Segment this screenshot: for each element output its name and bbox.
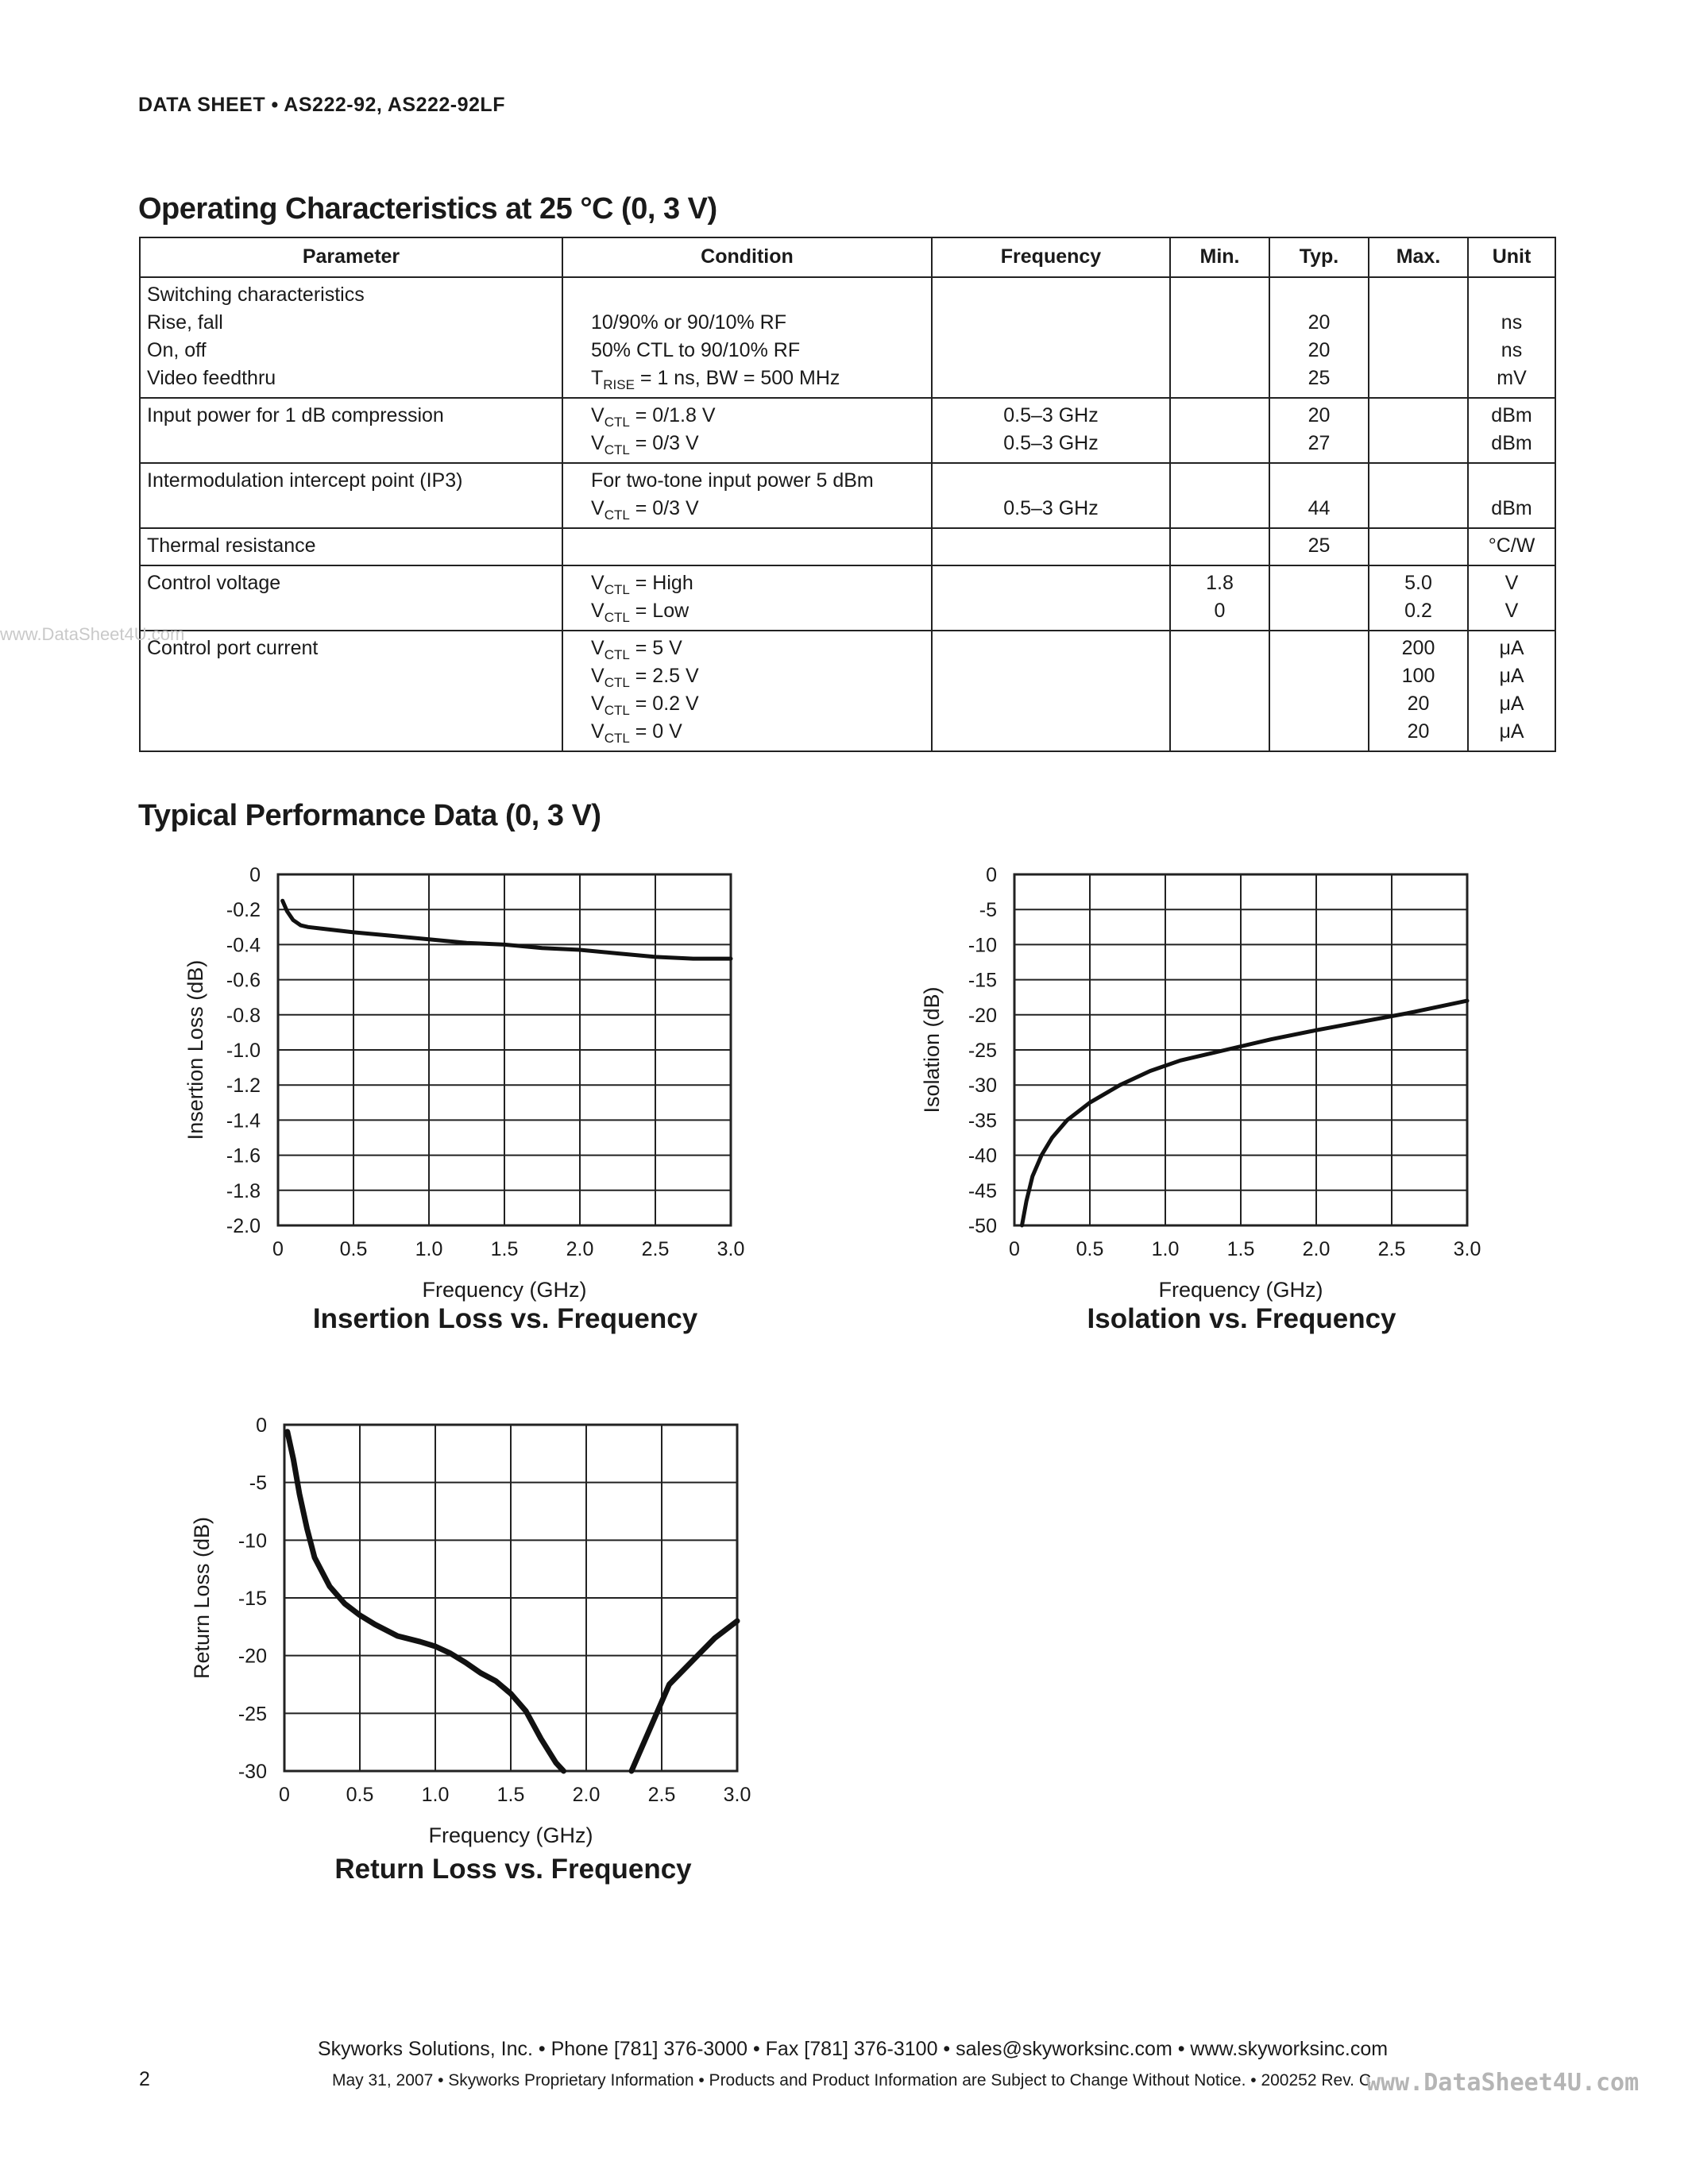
- chart-title: Return Loss vs. Frequency: [334, 1854, 692, 1885]
- page-number: 2: [139, 2068, 150, 2090]
- parameter-label: On, off: [147, 339, 207, 361]
- y-tick-label: -1.2: [226, 1075, 261, 1098]
- x-tick-label: 1.0: [1151, 1238, 1180, 1260]
- isolation-chart: [920, 864, 1481, 1334]
- y-tick-label: -25: [968, 1040, 997, 1062]
- x-tick-label: 0.5: [346, 1784, 374, 1806]
- typ-cell: 44: [1269, 463, 1369, 528]
- column-header: Frequency: [932, 237, 1170, 277]
- y-tick-label: -5: [249, 1472, 267, 1495]
- x-tick-label: 2.0: [572, 1784, 601, 1806]
- y-tick-label: -15: [968, 969, 997, 992]
- column-header: Max.: [1369, 237, 1468, 277]
- unit-cell: V V: [1468, 565, 1555, 631]
- y-tick-label: -35: [968, 1109, 997, 1133]
- x-tick-label: 0.5: [1076, 1238, 1104, 1260]
- chart-title: Insertion Loss vs. Frequency: [312, 1303, 698, 1334]
- unit-cell: μA μA μA μA: [1468, 631, 1555, 751]
- parameter-cell: Input power for 1 dB compression: [140, 398, 562, 463]
- x-tick-label: 3.0: [1453, 1238, 1481, 1260]
- column-header: Parameter: [140, 237, 562, 277]
- parameter-cell: Thermal resistance: [140, 528, 562, 565]
- y-tick-label: -1.0: [226, 1040, 261, 1062]
- y-tick-label: -2.0: [226, 1215, 261, 1237]
- y-axis-label: Insertion Loss (dB): [183, 959, 207, 1140]
- x-axis-label: Frequency (GHz): [422, 1278, 587, 1302]
- unit-cell: dBm: [1468, 463, 1555, 528]
- x-axis-label: Frequency (GHz): [1158, 1278, 1323, 1302]
- footer-contact: Skyworks Solutions, Inc. • Phone [781] 376-3000 • Fax [781] 376-3100 • sales@skyworksinc.com • www.skyworksinc.com: [318, 2038, 1389, 2060]
- x-tick-label: 2.0: [1302, 1238, 1331, 1260]
- condition-cell: For two-tone input power 5 dBm $V_{CTL} = 0/3$ V: [562, 463, 932, 528]
- x-axis-label: Frequency (GHz): [428, 1823, 593, 1847]
- insertion-loss-chart: [183, 864, 744, 1334]
- parameter-cell: Control voltage: [140, 565, 562, 631]
- x-tick-label: 1.5: [496, 1784, 525, 1806]
- y-tick-label: -45: [968, 1179, 997, 1202]
- y-tick-label: -25: [238, 1703, 267, 1726]
- condition-cell: $V_{CTL} = 0/1.8$ V $V_{CTL} = 0/3$ V: [562, 398, 932, 463]
- parameter-cell: Control port current: [140, 631, 562, 751]
- chart-title: Isolation vs. Frequency: [1087, 1303, 1396, 1334]
- x-tick-label: 2.5: [641, 1238, 670, 1260]
- x-tick-label: 3.0: [723, 1784, 751, 1806]
- y-tick-label: -10: [238, 1530, 267, 1553]
- series-line: [1022, 1001, 1468, 1225]
- unit-cell: °C/W: [1468, 528, 1555, 565]
- frequency-cell: 0.5–3 GHz 0.5–3 GHz: [932, 398, 1170, 463]
- y-tick-label: -0.2: [226, 899, 261, 922]
- max-cell: 5.0 0.2: [1369, 565, 1468, 631]
- condition-cell: $V_{CTL}$ = High $V_{CTL}$ = Low: [562, 565, 932, 631]
- typ-cell: 20 27: [1269, 398, 1369, 463]
- y-tick-label: -10: [968, 934, 997, 957]
- y-tick-label: -40: [968, 1144, 997, 1167]
- unit-cell: ns ns mV: [1468, 277, 1555, 398]
- y-tick-label: -0.6: [226, 969, 261, 992]
- watermark-right: www.DataSheet4U.com: [1366, 2069, 1640, 2097]
- parameter-label: Switching characteristics: [147, 284, 365, 306]
- y-tick-label: 0: [249, 864, 261, 886]
- condition-text: 50% CTL to 90/10% RF: [591, 339, 801, 361]
- x-tick-label: 1.0: [421, 1784, 450, 1806]
- y-tick-label: -0.4: [226, 934, 261, 957]
- watermark-left: www.DataSheet4U.com: [0, 624, 185, 644]
- x-tick-label: 1.0: [415, 1238, 443, 1260]
- y-tick-label: 0: [986, 864, 997, 886]
- y-tick-label: -0.8: [226, 1004, 261, 1027]
- y-tick-label: -30: [968, 1075, 997, 1098]
- x-tick-label: 3.0: [717, 1238, 745, 1260]
- x-tick-label: 2.0: [566, 1238, 594, 1260]
- parameter-label: Rise, fall: [147, 311, 223, 334]
- footer-legal: May 31, 2007 • Skyworks Proprietary Information • Products and Product Information are Subject to Change Without Notice. • 200252 Rev. C: [332, 2071, 1371, 2089]
- y-tick-label: -50: [968, 1215, 997, 1237]
- x-tick-label: 0: [279, 1784, 290, 1806]
- x-tick-label: 2.5: [1377, 1238, 1406, 1260]
- header-title: DATA SHEET • AS222-92, AS222-92LF: [138, 94, 505, 116]
- y-axis-label: Return Loss (dB): [190, 1516, 214, 1680]
- y-tick-label: 0: [256, 1414, 267, 1437]
- perf-title: Typical Performance Data (0, 3 V): [138, 799, 601, 832]
- parameter-label: Video feedthru: [147, 367, 276, 389]
- frequency-cell: 0.5–3 GHz: [932, 463, 1170, 528]
- y-tick-label: -20: [968, 1004, 997, 1027]
- return-loss-chart: [190, 1414, 751, 1885]
- x-tick-label: 1.5: [1226, 1238, 1255, 1260]
- x-tick-label: 0: [272, 1238, 284, 1260]
- y-tick-label: -20: [238, 1645, 267, 1668]
- y-tick-label: -1.8: [226, 1179, 261, 1202]
- condition-text: 10/90% or 90/10% RF: [591, 311, 786, 334]
- y-tick-label: -1.6: [226, 1144, 261, 1167]
- x-tick-label: 0: [1009, 1238, 1020, 1260]
- y-tick-label: -15: [238, 1588, 267, 1610]
- column-header: Condition: [562, 237, 932, 277]
- unit-cell: dBm dBm: [1468, 398, 1555, 463]
- typ-cell: 20 20 25: [1269, 277, 1369, 398]
- y-axis-label: Isolation (dB): [920, 986, 944, 1113]
- column-header: Typ.: [1269, 237, 1369, 277]
- typ-cell: 25: [1269, 528, 1369, 565]
- y-tick-label: -1.4: [226, 1109, 261, 1133]
- condition-cell: $V_{CTL} = 5$ V $V_{CTL} = 2.5$ V $V_{CTL} = 0.2$ V $V_{CTL} = 0$ V: [562, 631, 932, 751]
- y-tick-label: -5: [979, 899, 997, 922]
- column-header: Unit: [1468, 237, 1555, 277]
- column-header: Min.: [1170, 237, 1269, 277]
- y-tick-label: -30: [238, 1761, 267, 1783]
- ops-title: Operating Characteristics at 25 °C (0, 3 V): [138, 192, 717, 226]
- min-cell: 1.8 0: [1170, 565, 1269, 631]
- parameter-cell: Intermodulation intercept point (IP3): [140, 463, 562, 528]
- x-tick-label: 1.5: [490, 1238, 519, 1260]
- max-cell: 200 100 20 20: [1369, 631, 1468, 751]
- x-tick-label: 2.5: [647, 1784, 676, 1806]
- x-tick-label: 0.5: [339, 1238, 368, 1260]
- condition-text: $T_{RISE} = 1$ ns, BW = 500 MHz: [591, 367, 840, 392]
